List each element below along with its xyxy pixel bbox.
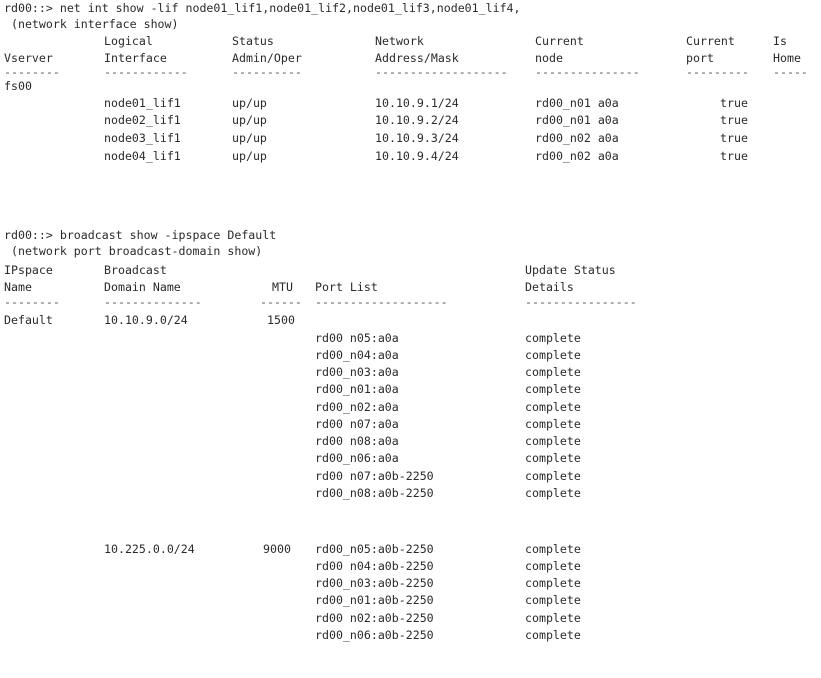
table-header-row: [0, 262, 616, 279]
list-item: rd00_n06:a0b-2250 complete: [315, 628, 581, 642]
command-text: rd00::> broadcast show -ipspace Default: [4, 228, 277, 242]
header-cell: Interface: [104, 51, 167, 65]
prompt-line: [0, 227, 277, 244]
prompt-line: [0, 0, 521, 17]
table-header-row: [0, 33, 787, 50]
domain-name: 10.10.9.0/24: [104, 313, 188, 327]
list-item: rd00_n01:a0a complete: [315, 382, 581, 396]
list-item: rd00_n03:a0b-2250 complete: [315, 576, 581, 590]
list-item: rd00_n02:a0a complete: [315, 400, 581, 414]
header-divider: -------- ------------ ---------- ------------------- --------------- --------- -----: [4, 65, 808, 79]
list-item: rd00_n01:a0b-2250 complete: [315, 593, 581, 607]
ipspace-name: Default: [4, 313, 53, 327]
list-item: rd00 n04:a0b-2250 complete: [315, 559, 581, 573]
command-text: rd00::> net int show -lif node01_lif1,node01_lif2,node01_lif3,node01_lif4,: [4, 1, 521, 15]
header-cell: IPspace: [4, 263, 53, 277]
header-cell: Home: [773, 51, 801, 65]
list-item: rd00 n05:a0a complete: [315, 331, 581, 345]
list-item: rd00_n06:a0a complete: [315, 451, 581, 465]
list-item: rd00_n03:a0a complete: [315, 365, 581, 379]
header-cell: Details: [525, 280, 574, 294]
list-item: rd00 n08:a0a complete: [315, 434, 581, 448]
header-cell: Name: [4, 280, 32, 294]
mtu-value: 1500: [267, 313, 295, 327]
table-row: node03_lif1 up/up 10.10.9.3/24 rd00_n02 a0a true: [104, 131, 748, 145]
command-subtitle: (network port broadcast-domain show): [4, 244, 263, 258]
table-row: node02_lif1 up/up 10.10.9.2/24 rd00_n01 a0a true: [104, 113, 748, 127]
list-item: rd00 n02:a0b-2250 complete: [315, 611, 581, 625]
mtu-value: 9000: [263, 542, 291, 556]
header-divider: -------- -------------- ------ ------------------- ----------------: [4, 295, 637, 309]
header-cell: port: [686, 51, 714, 65]
header-cell: Broadcast: [104, 263, 167, 277]
command-subtitle: (network interface show): [4, 17, 179, 31]
table-row: [0, 312, 295, 329]
header-cell: Current: [535, 34, 584, 48]
table-row: 10.225.0.0/24 9000 rd00_n05:a0b-2250 complete: [104, 542, 581, 556]
table-row: node01_lif1 up/up 10.10.9.1/24 rd00_n01 a0a true: [104, 96, 748, 110]
list-item: rd00_n08:a0b-2250 complete: [315, 486, 581, 500]
header-cell: Status: [232, 34, 274, 48]
vserver-name: fs00: [4, 79, 32, 93]
domain-name: 10.225.0.0/24: [104, 542, 195, 556]
vserver-row: [0, 78, 32, 95]
header-cell: Admin/Oper: [232, 51, 302, 65]
header-cell: Logical: [104, 34, 153, 48]
header-cell: MTU: [272, 280, 293, 294]
list-item: rd00 n07:a0b-2250 complete: [315, 469, 581, 483]
header-cell: Vserver: [4, 51, 53, 65]
header-cell: Update Status: [525, 263, 616, 277]
list-item: rd00 n07:a0a complete: [315, 417, 581, 431]
table-row: node04_lif1 up/up 10.10.9.4/24 rd00_n02 a0a true: [104, 149, 748, 163]
header-cell: Address/Mask: [375, 51, 459, 65]
header-cell: Port List: [315, 280, 378, 294]
header-cell: Current: [686, 34, 735, 48]
header-cell: Domain Name: [104, 280, 181, 294]
header-cell: node: [535, 51, 563, 65]
list-item: rd00_n04:a0a complete: [315, 348, 581, 362]
header-cell: Network: [375, 34, 424, 48]
header-cell: Is: [773, 34, 787, 48]
